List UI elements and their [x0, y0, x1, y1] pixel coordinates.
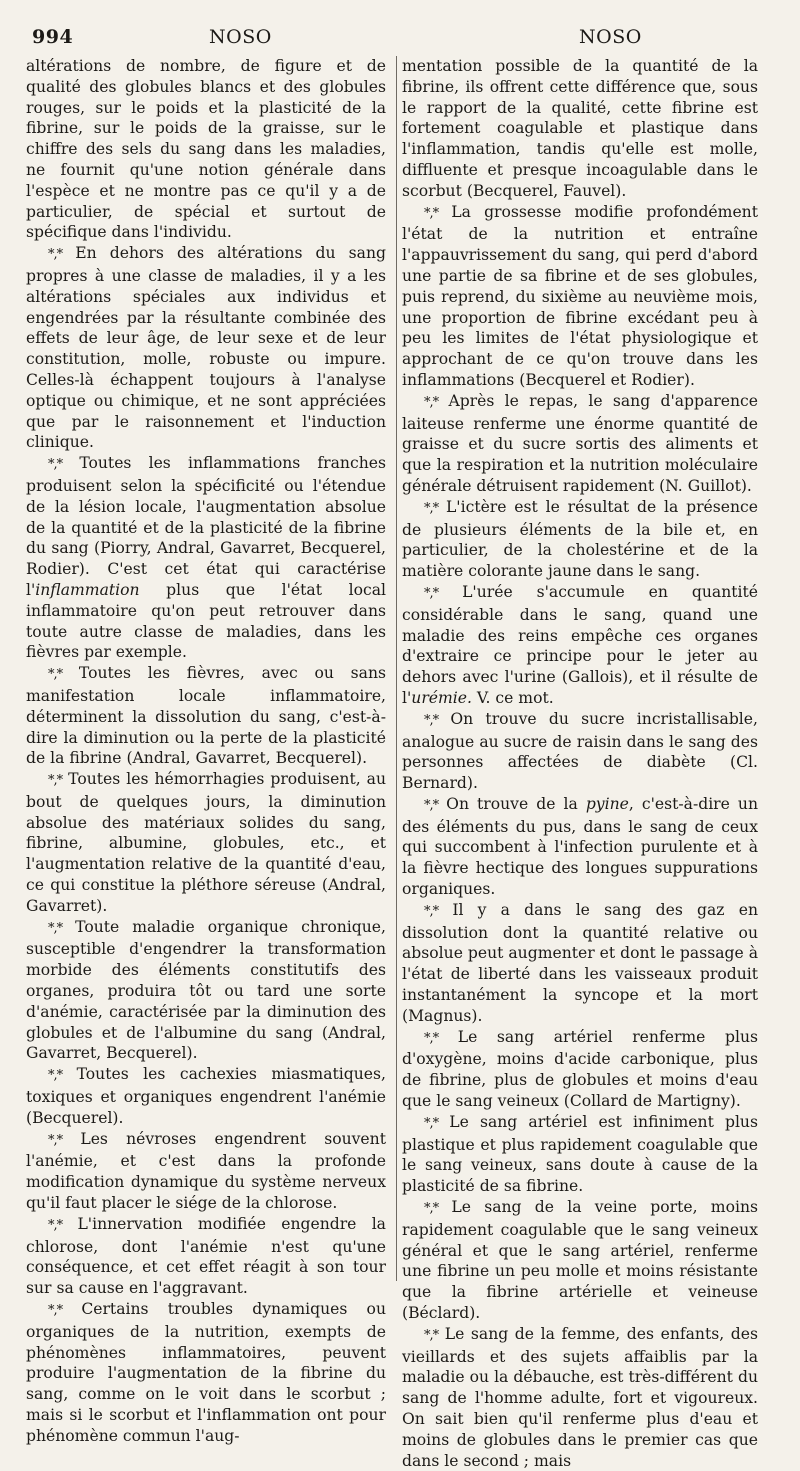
paragraph — [402, 1197, 758, 1324]
paragraph-text: Toute maladie organique chronique, susceptible d'engendrer la transformation morbide des éléments constitutifs des organes, produira tôt ou tard une sorte d'anémie, caractérisée par la diminution des globules et de l'albumine du sang (Andral, Gavarret, Becquerel). — [26, 917, 386, 1063]
asterism-marker: *,* — [424, 585, 439, 601]
asterism-marker: *,* — [424, 1201, 439, 1217]
asterism-marker: *,* — [424, 394, 439, 410]
asterism-marker: *,* — [48, 1217, 63, 1233]
paragraph — [26, 1064, 386, 1128]
paragraph — [26, 663, 386, 769]
paragraph — [26, 1214, 386, 1299]
paragraph — [402, 56, 758, 202]
paragraph-text: La grossesse modifie profondément l'état de la nutrition et entraîne l'appauvrissement du sang, qui perd d'abord une partie de sa fibrine et de ses globules, puis reprend, du sixième au neuvième mois, une proportion de fibrine excédant peu à peu les limites de l'état physiologique et approchant de ce qu'on trouve dans les inflammations (Becquerel et Rodier). — [402, 202, 758, 389]
paragraph — [402, 1027, 758, 1112]
paragraph — [402, 391, 758, 497]
paragraph-text: Toutes les fièvres, avec ou sans manifestation locale inflammatoire, déterminent la dissolution du sang, c'est-à-dire la diminution ou la perte de la plasticité de la fibrine (Andral, Gavarret, Becquerel). — [26, 664, 386, 768]
paragraph-text: Les névroses engendrent souvent l'anémie, et c'est dans la profonde modification dynamique du système nerveux qu'il faut placer le siége de la chlorose. — [26, 1129, 386, 1213]
paragraph — [26, 56, 386, 243]
asterism-marker: *,* — [424, 712, 439, 728]
asterism-marker: *,* — [48, 1132, 63, 1148]
paragraph — [402, 709, 758, 794]
paragraph — [26, 1129, 386, 1214]
paragraph — [402, 900, 758, 1027]
running-header — [26, 22, 786, 56]
paragraph-text: mentation possible de la quantité de la fibrine, ils offrent cette différence que, sous le rapport de la qualité, cette fibrine est fortement coagulable et plastique dans l'inflammation, tandis qu'elle est molle, diffluente et presque incoagulable dans le scorbut (Becquerel, Fauvel). — [402, 57, 758, 200]
asterism-marker: *,* — [48, 247, 63, 263]
asterism-marker: *,* — [48, 920, 63, 936]
paragraph — [26, 1299, 386, 1447]
paragraph-text: L'innervation modifiée engendre la chlorose, dont l'anémie n'est qu'une conséquence, et cet effet réagit à son tour sur sa cause en l'aggravant. — [26, 1214, 386, 1298]
paragraph-text: On trouve du sucre incristallisable, analogue au sucre de raisin dans le sang des personnes affectées de diabète (Cl. Bernard). — [402, 709, 758, 793]
asterism-marker: *,* — [424, 903, 439, 919]
paragraph-text-tail: V. ce mot. — [471, 688, 554, 707]
paragraph — [402, 1112, 758, 1197]
paragraph-text: Le sang de la femme, des enfants, des vieillards et des sujets affaiblis par la maladie ou la débauche, est très-différent du sang de l'homme adulte, fort et vigoureux. On sait bien qu'il renferme plus d'eau et moins de globules dans le premier cas que dans le second ; mais — [402, 1324, 758, 1470]
asterism-marker: *,* — [424, 205, 439, 221]
paragraph-text: Toutes les cachexies miasmatiques, toxiques et organiques engendrent l'anémie (Becquerel). — [26, 1065, 386, 1127]
paragraph-text-tail: , c'est-à-dire un des éléments du pus, dans le sang de ceux qui succombent à l'infection purulente et à la fièvre hectique des longues suppurations organiques. — [402, 794, 758, 899]
paragraph-text: En dehors des altérations du sang propres à une classe de maladies, il y a les altérations spéciales aux individus et engendrées par la résultante combinée des effets de leur âge, de leur sexe et de leur constitution, molle, robuste ou impure. Celles-là échappent toujours à l'analyse optique ou chimique, et ne sont appréciées que par le raisonnement et l'induction clinique. — [26, 244, 386, 452]
paragraph-text: Après le repas, le sang d'apparence laiteuse renferme une énorme quantité de graisse et du sucre sortis des aliments et que la respiration et la nutrition moléculaire générale détruisent rapidement (N. Guillot). — [402, 391, 758, 495]
paragraph-text: Le sang de la veine porte, moins rapidement coagulable que le sang veineux général et que le sang artériel, renferme une fibrine un peu molle et moins résistante que la fibrine artérielle et veineuse (Béclard). — [402, 1198, 758, 1323]
emphasized-term: urémie. — [411, 688, 472, 707]
asterism-marker: *,* — [424, 797, 439, 813]
asterism-marker: *,* — [48, 457, 63, 473]
page-number: 994 — [32, 26, 74, 48]
paragraph — [402, 1324, 758, 1471]
paragraph-text: On trouve de la — [446, 794, 586, 813]
asterism-marker: *,* — [48, 1303, 63, 1319]
text-columns — [26, 56, 786, 1471]
paragraph — [402, 202, 758, 391]
paragraph — [402, 582, 758, 709]
asterism-marker: *,* — [424, 500, 439, 516]
paragraph-text: L'ictère est le résultat de la présence de plusieurs éléments de la bile et, en particulier, de la cholestérine et de la matière colorante jaune dans le sang. — [402, 497, 758, 581]
paragraph — [26, 243, 386, 453]
paragraph-text-tail: plus que l'état local inflammatoire qu'on peut retrouver dans toute autre classe de maladies, dans les fièvres par exemple. — [26, 580, 386, 662]
paragraph-text: L'urée s'accumule en quantité considérable dans le sang, quand une maladie des reins empêche ces organes d'extraire ce principe pour le jeter au dehors avec l'urine (Gallois), et il résulte de l' — [402, 582, 758, 707]
paragraph — [26, 769, 386, 917]
paragraph — [26, 453, 386, 663]
paragraph-text: Il y a dans le sang des gaz en dissolution dont la quantité relative ou absolue peut augmenter et dont le passage à l'état de liberté dans les vaisseaux produit instantanément la syncope et la mort (Magnus). — [402, 900, 758, 1025]
paragraph — [402, 497, 758, 582]
paragraph-text: altérations de nombre, de figure et de qualité des globules blancs et des globules rouges, sur le poids et la plasticité de la fibrine, sur le poids de la graisse, sur le chiffre des sels du sang dans les maladies, ne fournit qu'une notion générale dans l'espèce et ne montre pas ce qu'il y a de particulier, de spécial et surtout de spécifique dans l'individu. — [26, 57, 386, 242]
paragraph-text: Toutes les hémorrhagies produisent, au bout de quelques jours, la diminution absolue des matériaux solides du sang, fibrine, albumine, globules, etc., et l'augmentation relative de la quantité d'eau, ce qui constitue la pléthore séreuse (Andral, Gavarret). — [26, 770, 386, 915]
right-column — [392, 56, 758, 1471]
paragraph-text: Le sang artériel est infiniment plus plastique et plus rapidement coagulable que le sang veineux, sans doute à cause de la plasticité de sa fibrine. — [402, 1112, 758, 1196]
asterism-marker: *,* — [424, 1327, 439, 1343]
paragraph-text: Certains troubles dynamiques ou organiques de la nutrition, exempts de phénomènes inflammatoires, peuvent produire l'augmentation de la fibrine du sang, comme on le voit dans le scorbut ; mais si le scorbut et l'inflammation ont pour phénomène commun l'aug- — [26, 1300, 386, 1445]
asterism-marker: *,* — [48, 773, 63, 789]
asterism-marker: *,* — [48, 1068, 63, 1084]
paragraph — [402, 794, 758, 900]
asterism-marker: *,* — [424, 1115, 439, 1131]
left-running-title: NOSO — [209, 26, 272, 48]
left-column — [26, 56, 392, 1471]
column-rule — [396, 56, 397, 1281]
asterism-marker: *,* — [48, 667, 63, 683]
asterism-marker: *,* — [424, 1030, 439, 1046]
paragraph-text: Le sang artériel renferme plus d'oxygène, moins d'acide carbonique, plus de fibrine, plus de globules et moins d'eau que le sang veineux (Collard de Martigny). — [402, 1027, 758, 1111]
emphasized-term: pyine — [585, 794, 629, 813]
paragraph-text: Toutes les inflammations franches produisent selon la spécificité ou l'étendue de la lésion locale, l'augmentation absolue de la quantité et de la plasticité de la fibrine du sang (Piorry, Andral, Gavarret, Becquerel, Rodier). C'est cet état qui caractérise l' — [26, 454, 386, 599]
right-running-title: NOSO — [579, 26, 642, 48]
paragraph — [26, 917, 386, 1065]
emphasized-term: inflammation — [35, 580, 140, 599]
